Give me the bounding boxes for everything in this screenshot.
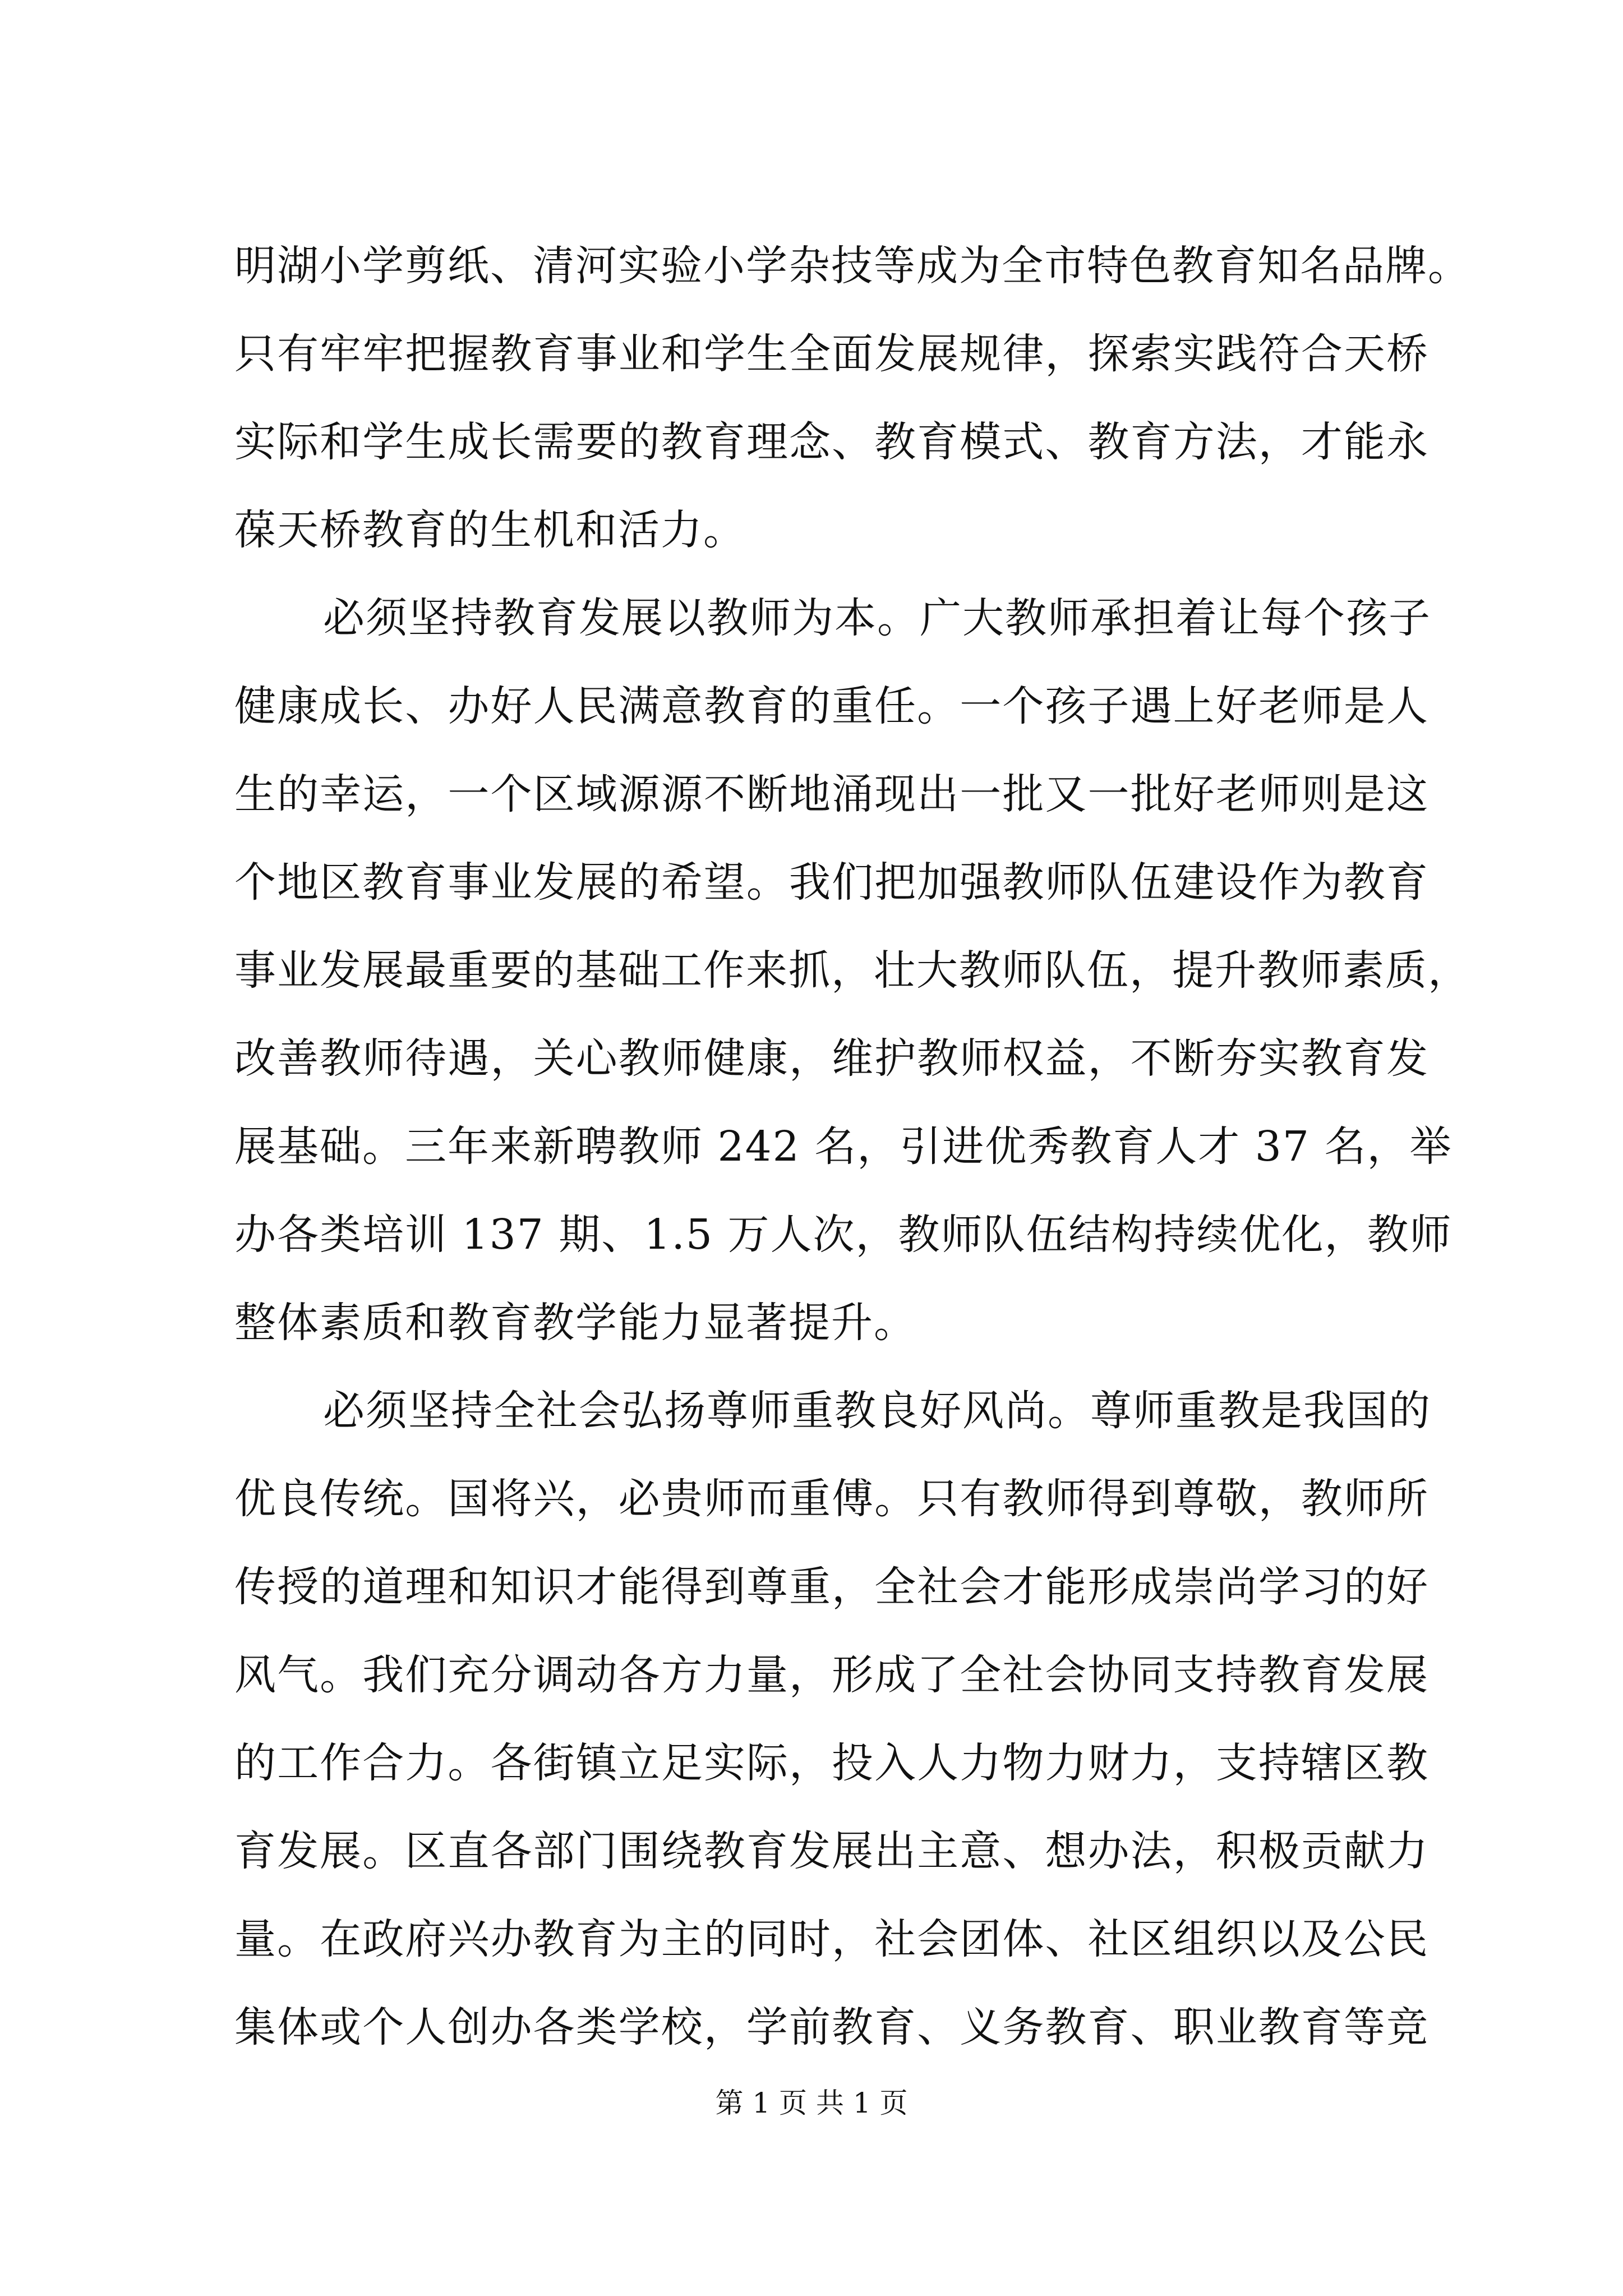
document-body xyxy=(234,222,1470,2072)
text-line: 展基础。三年来新聘教师 242 名，引进优秀教育人才 37 名，举 xyxy=(234,1122,1453,1171)
text-line: 整体素质和教育教学能力显著提升。 xyxy=(234,1299,916,1347)
text-line: 办各类培训 137 期、1.5 万人次，教师队伍结构持续优化，教师 xyxy=(234,1211,1453,1259)
text-line: 个地区教育事业发展的希望。我们把加强教师队伍建设作为教育 xyxy=(234,858,1429,907)
text-line: 葆天桥教育的生机和活力。 xyxy=(234,506,746,554)
paragraph-first-line: 必须坚持全社会弘扬尊师重教良好风尚。尊师重教是我国的 xyxy=(323,1387,1431,1435)
text-line: 育发展。区直各部门围绕教育发展出主意、想办法，积极贡献力 xyxy=(234,1827,1429,1875)
text-line: 实际和学生成长需要的教育理念、教育模式、教育方法，才能永 xyxy=(234,418,1429,466)
text-line: 量。在政府兴办教育为主的同时，社会团体、社区组织以及公民 xyxy=(234,1915,1429,1963)
text-line: 的工作合力。各街镇立足实际，投入人力物力财力，支持辖区教 xyxy=(234,1739,1429,1787)
text-line: 风气。我们充分调动各方力量，形成了全社会协同支持教育发展 xyxy=(234,1651,1429,1699)
page-footer: 第 1 页 共 1 页 xyxy=(715,2087,908,2119)
text-line: 改善教师待遇，关心教师健康，维护教师权益，不断夯实教育发 xyxy=(234,1034,1429,1083)
text-line: 事业发展最重要的基础工作来抓，壮大教师队伍，提升教师素质， xyxy=(234,946,1470,995)
text-line: 传授的道理和知识才能得到尊重，全社会才能形成崇尚学习的好 xyxy=(234,1563,1429,1611)
text-line: 生的幸运，一个区域源源不断地涌现出一批又一批好老师则是这 xyxy=(234,770,1429,818)
text-line: 健康成长、办好人民满意教育的重任。一个孩子遇上好老师是人 xyxy=(234,682,1429,730)
text-line: 只有牢牢把握教育事业和学生全面发展规律，探索实践符合天桥 xyxy=(234,330,1429,378)
paragraph-first-line: 必须坚持教育发展以教师为本。广大教师承担着让每个孩子 xyxy=(323,594,1431,642)
text-line: 明湖小学剪纸、清河实验小学杂技等成为全市特色教育知名品牌。 xyxy=(234,242,1470,290)
text-line: 集体或个人创办各类学校，学前教育、义务教育、职业教育等竞 xyxy=(234,2003,1429,2051)
text-line: 优良传统。国将兴，必贵师而重傅。只有教师得到尊敬，教师所 xyxy=(234,1475,1429,1523)
